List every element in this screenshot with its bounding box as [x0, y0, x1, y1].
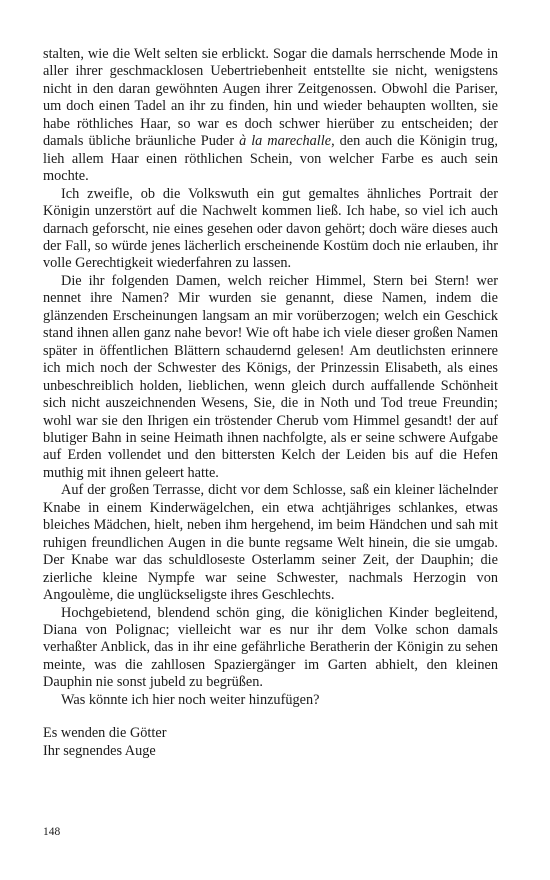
body-text — [43, 46, 498, 709]
paragraph-1-text-a: stalten, wie die Welt selten sie erblickt. Sogar die damals herrschende Mode in aller ihrer geschmacklosen Uebertriebenheit entstellte sie nicht, wenigstens nicht in den daran gewöhnten Augen ihrer Zeitgenossen. Obwohl die Pariser, um doch einen Tadel an ihr zu finden, hin und wieder behaupten wollten, sie habe röthliches Haar, so war es doch schwer hierüber zu entscheiden; der damals übliche bräunliche Puder — [43, 46, 498, 150]
paragraph-1 — [43, 46, 498, 186]
verse-line-1: Es wenden die Götter — [43, 725, 167, 742]
verse-line-2: Ihr segnendes Auge — [43, 742, 156, 759]
paragraph-3-text: Die ihr folgenden Damen, welch reicher Himmel, Stern bei Stern! wer nennet ihre Namen? Mir wurden sie genannt, diese Namen, indem die glänzenden Erscheinungen langsam an mir vorüberzogen; welch ein Geschick stand ihnen allen ganz nahe bevor! Wie oft habe ich viele dieser großen Namen später in öffentlichen Blättern schaudernd gelesen! Am deutlichsten erinnere ich mich noch der Schwester des Königs, der Prinzessin Elisabeth, als eines unbeschreiblich holden, lieblichen, wenn gleich durch auffallende Schönheit sich nicht auszeichnenden Wesens, Sie, die in Noth und Tod treue Freundin; wohl war sie den Ihrigen ein tröstender Cherub vom Himmel gesandt! der auf blutiger Bahn in seine Heimath ihnen nachfolgte, als er seine schwere Aufgabe auf Erden vollendet und den bittersten Kelch der Leiden bis auf die Hefen muthig mit ihnen geleert hatte. — [43, 272, 498, 481]
verse-quote — [43, 725, 498, 760]
paragraph-1-italic-phrase: à la marechalle — [239, 133, 332, 150]
paragraph-4-text: Auf der großen Terrasse, dicht vor dem Schlosse, saß ein kleiner lächelnder Knabe in einem Kinderwägelchen, ein etwa achtjähriges schlankes, etwas bleiches Mädchen, hielt, neben ihm hergehend, im beim Händchen und sah mit ruhigen freundlichen Augen in die bunte regsame Welt hinein, die sie umgab. Der Knabe war das schuldloseste Osterlamm seiner Zeit, der Dauphin; die zierliche kleine Nympfe war seine Schwester, nachmals Herzogin von Angoulème, die unglückseligste ihres Geschlechts. — [43, 482, 498, 604]
page-number: 148 — [43, 826, 61, 838]
paragraph-5 — [43, 605, 498, 692]
paragraph-6-text: Was könnte ich hier noch weiter hinzufügen? — [61, 691, 320, 708]
paragraph-5-text: Hochgebietend, blendend schön ging, die königlichen Kinder begleitend, Diana von Polignac; vielleicht war es nur ihr dem Volke schon damals verhaßter Anblick, das in ihr eine gefährliche Beratherin der Königin zu sehen meinte, was die zahllosen Spaziergänger im Garten abhielt, den kleinen Dauphin nie sonst jubeld zu begrüßen. — [43, 604, 498, 691]
paragraph-1-text-b: , den auch die Königin trug, lieh allem Haar einen röthlichen Schein, von welcher Farbe es auch sein mochte. — [43, 133, 498, 185]
paragraph-2 — [43, 186, 498, 273]
book-page — [43, 46, 498, 760]
paragraph-3 — [43, 273, 498, 482]
paragraph-4 — [43, 482, 498, 604]
paragraph-2-text: Ich zweifle, ob die Volkswuth ein gut gemaltes ähnliches Portrait der Königin unzerstört auf die Nachwelt kommen ließ. Ich habe, so viel ich auch darnach geforscht, nie eines gesehen oder davon gehört; doch wäre dieses auch der Fall, so würde jenes lächerlich erscheinende Kostüm doch nie erlauben, ihr volle Gerechtigkeit wiederfahren zu lassen. — [43, 185, 498, 272]
paragraph-6 — [43, 692, 498, 709]
